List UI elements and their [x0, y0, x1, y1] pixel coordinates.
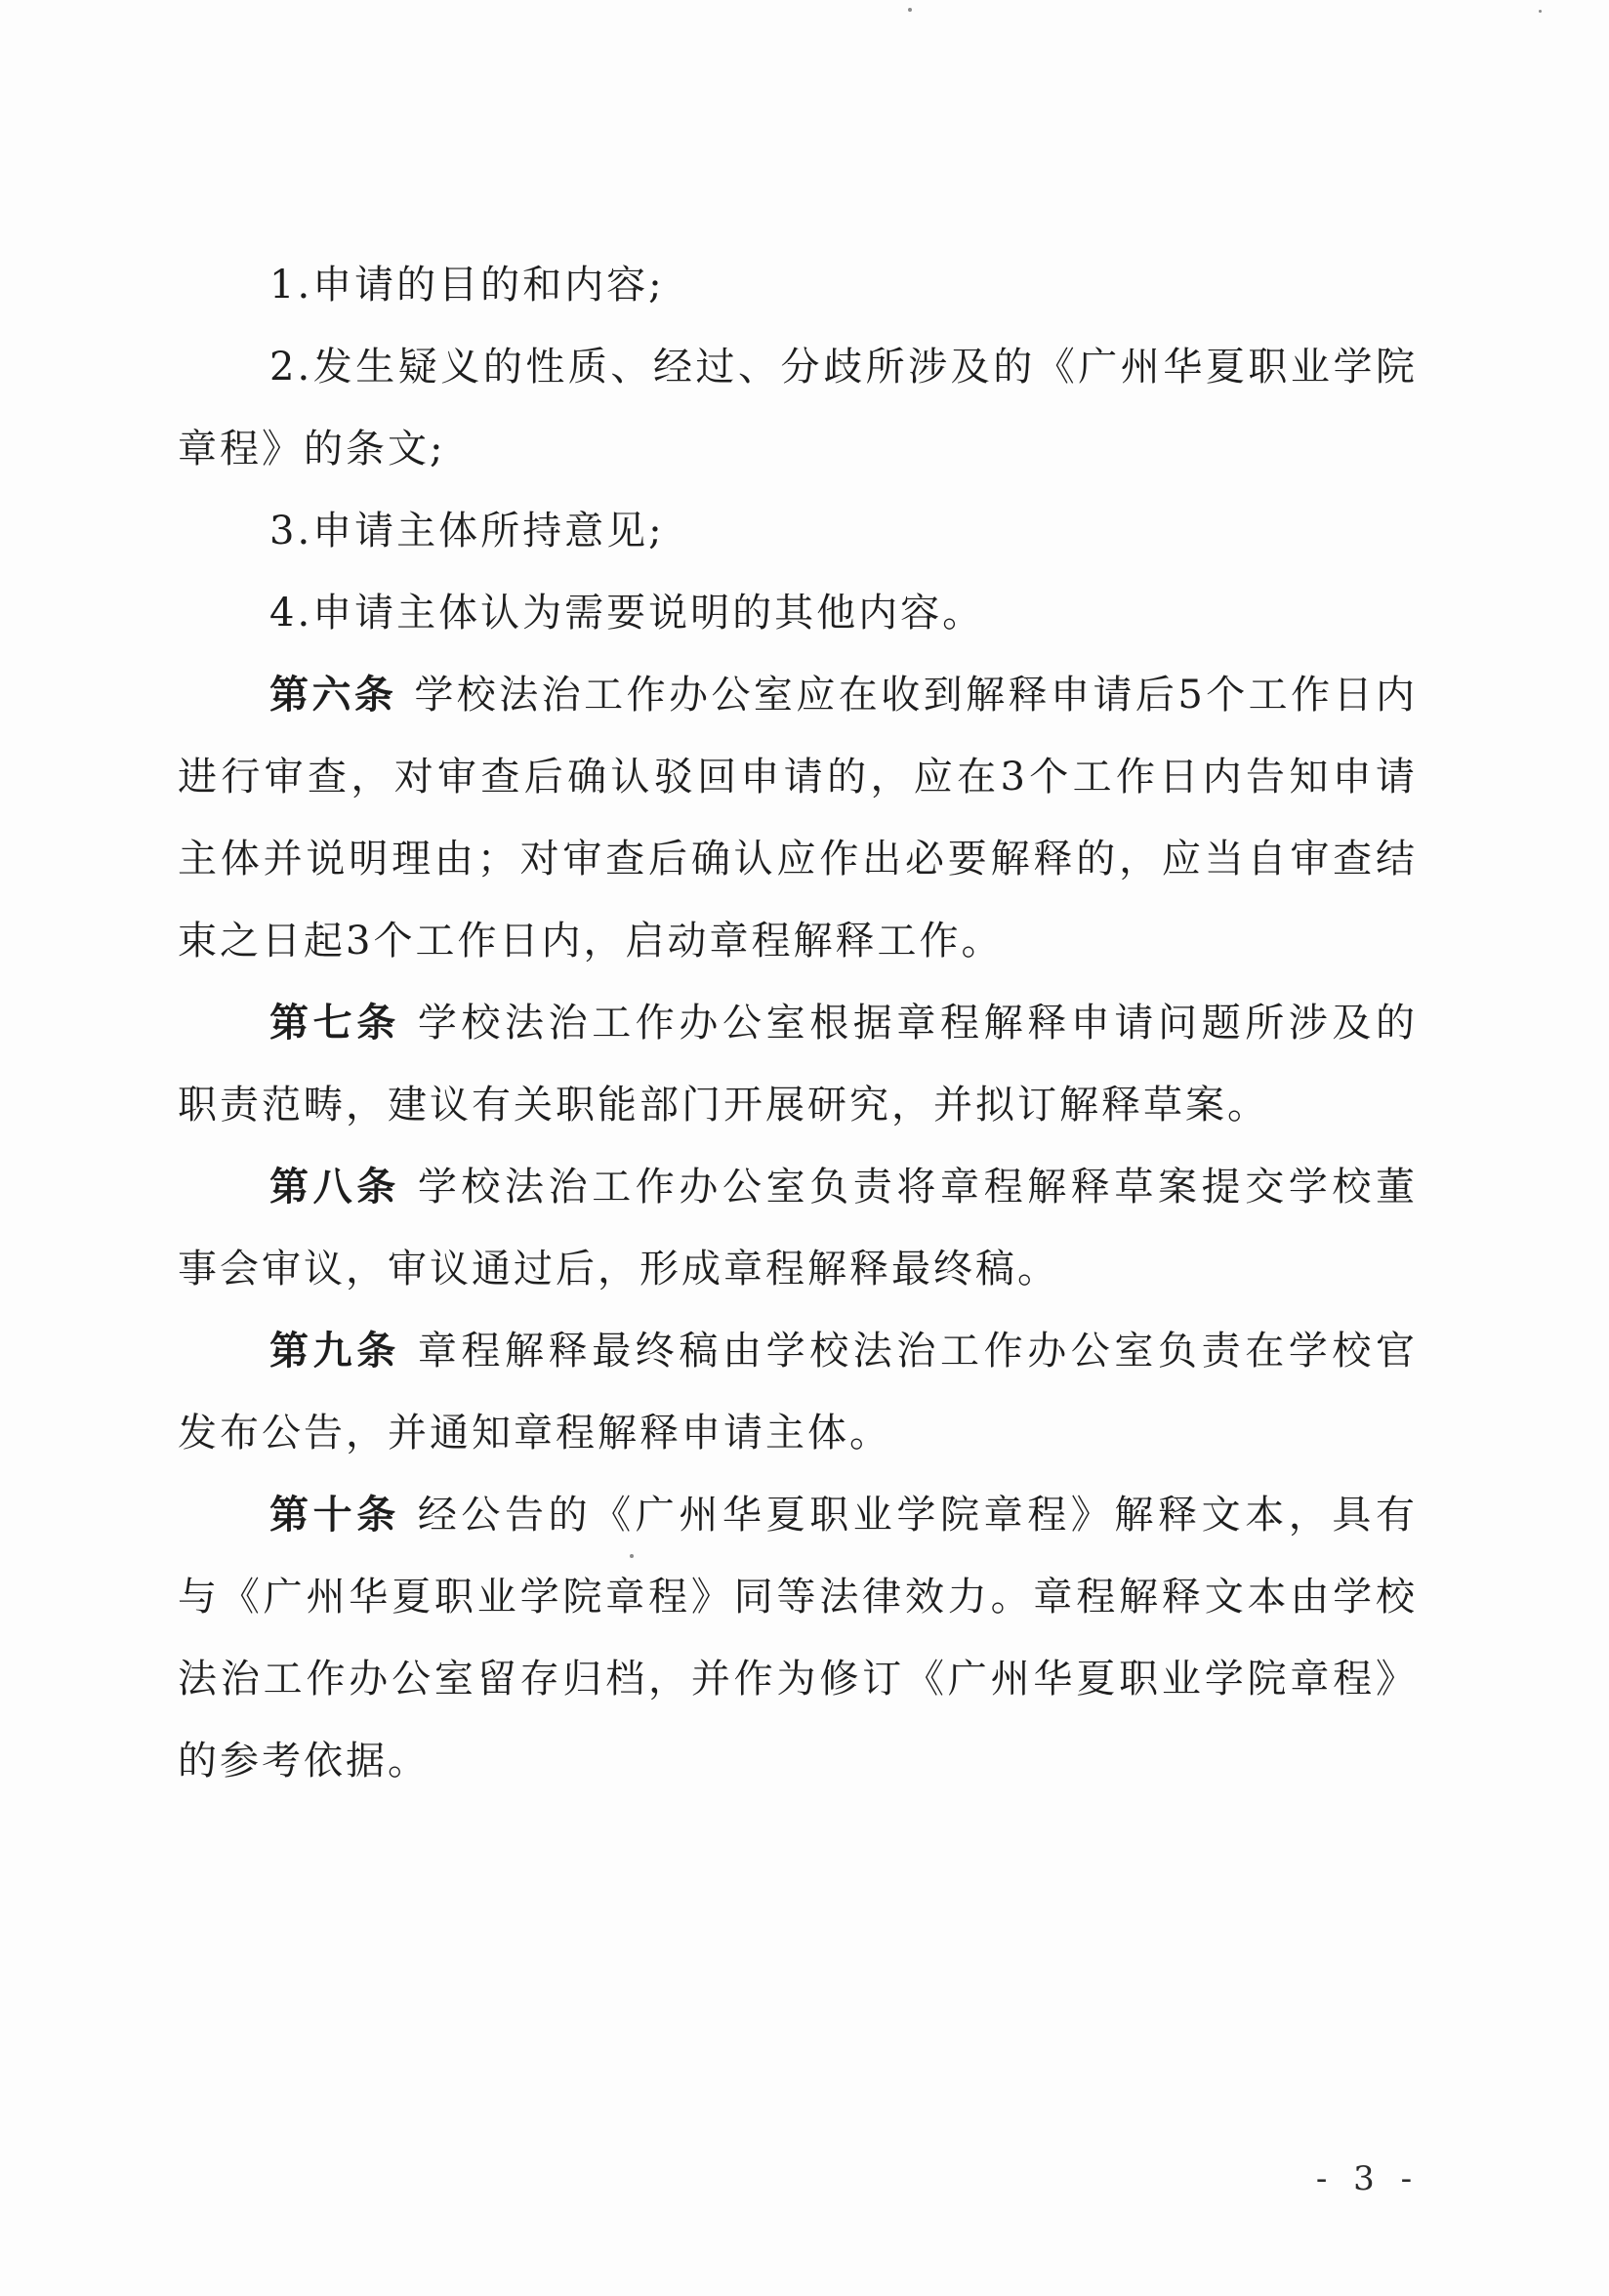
article-text: 学校法治工作办公室负责将章程解释草案提交学校董事会审议，审议通过后，形成章程解释最终稿。 — [178, 1165, 1419, 1292]
paragraph-item-3 — [178, 490, 1418, 572]
article-text: 章程解释最终稿由学校法治工作办公室负责在学校官发布公告，并通知章程解释申请主体。 — [178, 1329, 1419, 1456]
paragraph-item-1 — [178, 244, 1418, 326]
paragraph-text: 4.申请主体认为需要说明的其他内容。 — [269, 591, 985, 636]
paragraph-item-4 — [178, 572, 1418, 654]
scan-speck — [1539, 10, 1542, 13]
page-number: - 3 - — [1315, 2159, 1421, 2198]
paragraph-text: 1.申请的目的和内容; — [269, 263, 665, 308]
article-heading: 第八条 — [269, 1164, 400, 1210]
article-heading: 第七条 — [269, 1000, 400, 1046]
scan-speck — [908, 8, 912, 12]
article-10 — [178, 1474, 1418, 1802]
article-text: 经公告的《广州华夏职业学院章程》解释文本，具有与《广州华夏职业学院章程》同等法律效力。章程解释文本由学校法治工作办公室留存归档，并作为修订《广州华夏职业学院章程》的参考依据。 — [178, 1493, 1419, 1784]
paragraph-text: 3.申请主体所持意见; — [269, 509, 665, 554]
document-body — [178, 244, 1418, 1802]
article-text: 学校法治工作办公室根据章程解释申请问题所涉及的职责范畴，建议有关职能部门开展研究，并拟订解释草案。 — [178, 1001, 1419, 1128]
paragraph-item-2 — [178, 326, 1418, 490]
article-7 — [178, 982, 1418, 1146]
article-6 — [178, 654, 1418, 982]
paragraph-text: 2.发生疑义的性质、经过、分歧所涉及的《广州华夏职业学院章程》的条文; — [178, 345, 1418, 472]
article-heading: 第六条 — [269, 672, 397, 718]
article-heading: 第十条 — [269, 1492, 400, 1538]
article-9 — [178, 1310, 1418, 1474]
article-heading: 第九条 — [269, 1328, 400, 1374]
article-8 — [178, 1146, 1418, 1310]
article-text: 学校法治工作办公室应在收到解释申请后5个工作日内进行审查，对审查后确认驳回申请的，应在3个工作日内告知申请主体并说明理由；对审查后确认应作出必要解释的，应当自审查结束之日起3个工作日内，启动章程解释工作。 — [178, 673, 1419, 964]
